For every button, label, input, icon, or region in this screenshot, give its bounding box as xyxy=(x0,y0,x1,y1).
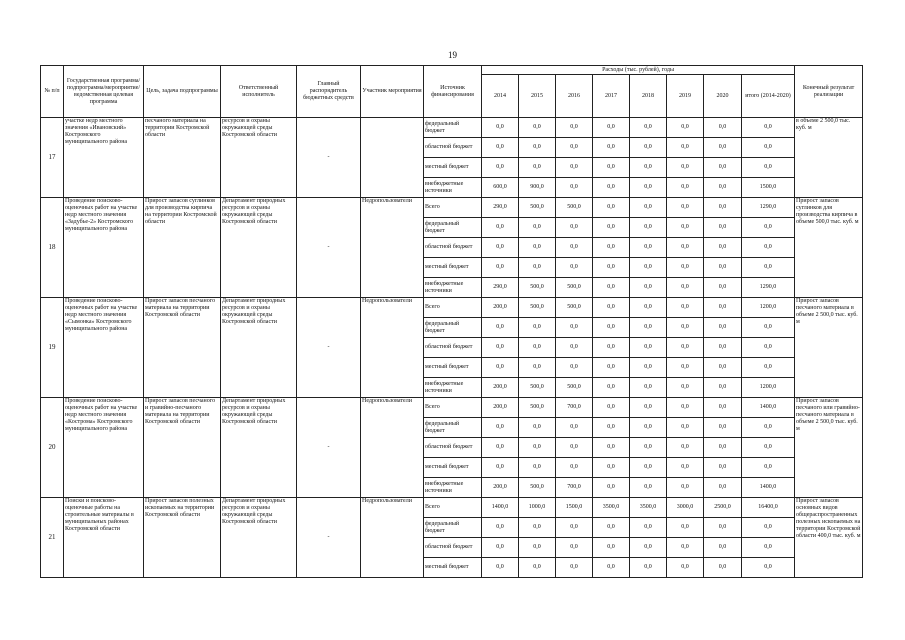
value-cell: 0,0 xyxy=(630,158,667,178)
table-row xyxy=(41,298,863,318)
source-cell: областной бюджет xyxy=(424,438,482,458)
value-cell: 0,0 xyxy=(667,318,704,338)
source-cell: Всего xyxy=(424,398,482,418)
value-cell: 0,0 xyxy=(667,538,704,558)
executor-cell: Департамент природных ресурсов и охраны окружающей среды Костромской области xyxy=(221,298,297,398)
value-cell: 0,0 xyxy=(667,238,704,258)
source-cell: местный бюджет xyxy=(424,458,482,478)
value-cell: 1500,0 xyxy=(556,498,593,518)
value-cell: 0,0 xyxy=(704,438,742,458)
value-cell: 0,0 xyxy=(482,358,519,378)
value-cell: 0,0 xyxy=(482,558,519,578)
value-cell: 0,0 xyxy=(593,318,630,338)
value-cell: 0,0 xyxy=(482,518,519,538)
value-cell: 0,0 xyxy=(593,338,630,358)
value-cell: 0,0 xyxy=(482,258,519,278)
value-cell: 0,0 xyxy=(630,278,667,298)
header-year: 2019 xyxy=(667,75,704,118)
value-cell: 0,0 xyxy=(667,338,704,358)
value-cell: 0,0 xyxy=(482,218,519,238)
value-cell: 0,0 xyxy=(556,418,593,438)
value-cell: 0,0 xyxy=(519,138,556,158)
goal-cell: Прирост запасов полезных ископаемых на территории Костромской области xyxy=(144,498,221,578)
value-cell: 0,0 xyxy=(482,138,519,158)
source-cell: местный бюджет xyxy=(424,258,482,278)
value-cell: 0,0 xyxy=(630,338,667,358)
total-cell: 0,0 xyxy=(742,238,795,258)
value-cell: 0,0 xyxy=(667,138,704,158)
total-cell: 0,0 xyxy=(742,318,795,338)
value-cell: 3500,0 xyxy=(593,498,630,518)
result-cell: Прирост запасов песчаного материала в объеме 2 500,0 тыс. куб. м xyxy=(795,298,863,398)
value-cell: 0,0 xyxy=(630,378,667,398)
value-cell: 0,0 xyxy=(556,118,593,138)
total-cell: 0,0 xyxy=(742,518,795,538)
value-cell: 0,0 xyxy=(556,178,593,198)
header-program: Государственная программа/подпрограмма/мероприятие/ведомственная целевая программа xyxy=(64,66,144,118)
value-cell: 0,0 xyxy=(593,518,630,538)
source-cell: федеральный бюджет xyxy=(424,518,482,538)
value-cell: 0,0 xyxy=(704,338,742,358)
manager-cell: - xyxy=(297,198,361,298)
value-cell: 0,0 xyxy=(519,458,556,478)
value-cell: 0,0 xyxy=(704,458,742,478)
participant-cell: Недропользователи xyxy=(361,498,424,578)
value-cell: 0,0 xyxy=(556,258,593,278)
source-cell: областной бюджет xyxy=(424,538,482,558)
value-cell: 0,0 xyxy=(704,538,742,558)
header-num: № п/п xyxy=(41,66,64,118)
source-cell: местный бюджет xyxy=(424,358,482,378)
total-cell: 0,0 xyxy=(742,338,795,358)
value-cell: 900,0 xyxy=(519,178,556,198)
value-cell: 0,0 xyxy=(630,458,667,478)
value-cell: 0,0 xyxy=(519,258,556,278)
value-cell: 0,0 xyxy=(519,358,556,378)
executor-cell: Департамент природных ресурсов и охраны окружающей среды Костромской области xyxy=(221,198,297,298)
source-cell: Всего xyxy=(424,298,482,318)
value-cell: 200,0 xyxy=(482,398,519,418)
source-cell: федеральный бюджет xyxy=(424,418,482,438)
value-cell: 1400,0 xyxy=(482,498,519,518)
value-cell: 0,0 xyxy=(556,558,593,578)
source-cell: внебюджетные источники xyxy=(424,478,482,498)
value-cell: 0,0 xyxy=(704,298,742,318)
value-cell: 0,0 xyxy=(704,378,742,398)
value-cell: 0,0 xyxy=(630,258,667,278)
value-cell: 0,0 xyxy=(482,418,519,438)
value-cell: 0,0 xyxy=(704,258,742,278)
source-cell: местный бюджет xyxy=(424,558,482,578)
value-cell: 0,0 xyxy=(593,158,630,178)
header-manager: Главный распорядитель бюджетных средств xyxy=(297,66,361,118)
table-header xyxy=(41,66,863,118)
source-cell: Всего xyxy=(424,198,482,218)
value-cell: 0,0 xyxy=(519,438,556,458)
value-cell: 500,0 xyxy=(519,198,556,218)
value-cell: 0,0 xyxy=(704,558,742,578)
value-cell: 0,0 xyxy=(667,178,704,198)
source-cell: Всего xyxy=(424,498,482,518)
total-cell: 0,0 xyxy=(742,218,795,238)
total-cell: 1200,0 xyxy=(742,378,795,398)
value-cell: 0,0 xyxy=(630,298,667,318)
source-cell: областной бюджет xyxy=(424,238,482,258)
value-cell: 0,0 xyxy=(556,218,593,238)
total-cell: 1400,0 xyxy=(742,398,795,418)
value-cell: 0,0 xyxy=(519,538,556,558)
participant-cell xyxy=(361,118,424,198)
value-cell: 0,0 xyxy=(519,218,556,238)
value-cell: 0,0 xyxy=(482,118,519,138)
value-cell: 0,0 xyxy=(593,238,630,258)
source-cell: федеральный бюджет xyxy=(424,318,482,338)
value-cell: 0,0 xyxy=(482,438,519,458)
total-cell: 0,0 xyxy=(742,138,795,158)
value-cell: 0,0 xyxy=(593,358,630,378)
value-cell: 0,0 xyxy=(667,118,704,138)
value-cell: 0,0 xyxy=(593,298,630,318)
value-cell: 0,0 xyxy=(704,278,742,298)
source-cell: федеральный бюджет xyxy=(424,218,482,238)
value-cell: 0,0 xyxy=(667,438,704,458)
result-cell: Прирост запасов песчаного или гравийно-песчаного материала в объеме 2 500,0 тыс. куб. м xyxy=(795,398,863,498)
value-cell: 0,0 xyxy=(667,458,704,478)
goal-cell: песчаного материала на территории Костромской области xyxy=(144,118,221,198)
value-cell: 3500,0 xyxy=(630,498,667,518)
value-cell: 0,0 xyxy=(482,238,519,258)
row-number: 18 xyxy=(41,198,64,298)
result-cell: Прирост запасов основных видов общераспространенных полезных ископаемых на территории Костромской области 400,0 тыс. куб. м xyxy=(795,498,863,578)
total-cell: 0,0 xyxy=(742,438,795,458)
value-cell: 0,0 xyxy=(667,278,704,298)
row-number: 19 xyxy=(41,298,64,398)
total-cell: 0,0 xyxy=(742,558,795,578)
value-cell: 500,0 xyxy=(519,278,556,298)
value-cell: 0,0 xyxy=(593,178,630,198)
value-cell: 0,0 xyxy=(519,418,556,438)
source-cell: внебюджетные источники xyxy=(424,178,482,198)
header-goal: Цель, задача подпрограммы xyxy=(144,66,221,118)
participant-cell: Недропользователи xyxy=(361,398,424,498)
goal-cell: Прирост запасов песчаного материала на территории Костромской области xyxy=(144,298,221,398)
value-cell: 0,0 xyxy=(630,478,667,498)
value-cell: 0,0 xyxy=(667,258,704,278)
value-cell: 0,0 xyxy=(556,538,593,558)
value-cell: 0,0 xyxy=(593,258,630,278)
value-cell: 0,0 xyxy=(667,478,704,498)
value-cell: 0,0 xyxy=(556,158,593,178)
value-cell: 0,0 xyxy=(630,538,667,558)
value-cell: 0,0 xyxy=(667,518,704,538)
value-cell: 0,0 xyxy=(630,438,667,458)
value-cell: 0,0 xyxy=(593,458,630,478)
value-cell: 0,0 xyxy=(704,118,742,138)
program-cell: участке недр местного значения «Ивановский» Костромского муниципального района xyxy=(64,118,144,198)
header-year-total: итого (2014-2020) xyxy=(742,75,795,118)
header-expenses: Расходы (тыс. рублей), годы xyxy=(482,66,795,75)
value-cell: 0,0 xyxy=(704,518,742,538)
value-cell: 500,0 xyxy=(519,298,556,318)
value-cell: 0,0 xyxy=(482,318,519,338)
participant-cell: Недропользователи xyxy=(361,298,424,398)
value-cell: 0,0 xyxy=(556,358,593,378)
value-cell: 0,0 xyxy=(556,458,593,478)
value-cell: 0,0 xyxy=(630,118,667,138)
value-cell: 0,0 xyxy=(482,458,519,478)
value-cell: 500,0 xyxy=(556,198,593,218)
manager-cell: - xyxy=(297,498,361,578)
value-cell: 0,0 xyxy=(704,398,742,418)
value-cell: 500,0 xyxy=(556,298,593,318)
expenses-table xyxy=(40,65,863,578)
value-cell: 500,0 xyxy=(556,278,593,298)
value-cell: 0,0 xyxy=(593,418,630,438)
value-cell: 700,0 xyxy=(556,398,593,418)
header-participant: Участник мероприятия xyxy=(361,66,424,118)
value-cell: 0,0 xyxy=(556,438,593,458)
value-cell: 0,0 xyxy=(630,138,667,158)
value-cell: 0,0 xyxy=(482,158,519,178)
value-cell: 0,0 xyxy=(704,318,742,338)
value-cell: 1000,0 xyxy=(519,498,556,518)
value-cell: 0,0 xyxy=(630,518,667,538)
total-cell: 0,0 xyxy=(742,258,795,278)
value-cell: 0,0 xyxy=(704,238,742,258)
row-number: 17 xyxy=(41,118,64,198)
program-cell: Проведение поисково-оценочных работ на участке недр местного значения «Кострома» Костромского муниципального района xyxy=(64,398,144,498)
table-row xyxy=(41,198,863,218)
value-cell: 0,0 xyxy=(667,218,704,238)
header-year: 2016 xyxy=(556,75,593,118)
value-cell: 500,0 xyxy=(519,378,556,398)
participant-cell: Недропользователи xyxy=(361,198,424,298)
program-cell: Проведение поисково-оценочных работ на участке недр местного значения «Сымонка» Костромского муниципального района xyxy=(64,298,144,398)
value-cell: 700,0 xyxy=(556,478,593,498)
value-cell: 0,0 xyxy=(593,138,630,158)
total-cell: 1400,0 xyxy=(742,478,795,498)
value-cell: 500,0 xyxy=(556,378,593,398)
value-cell: 0,0 xyxy=(704,158,742,178)
total-cell: 16400,0 xyxy=(742,498,795,518)
value-cell: 0,0 xyxy=(519,338,556,358)
value-cell: 0,0 xyxy=(519,518,556,538)
table-row xyxy=(41,498,863,518)
value-cell: 2500,0 xyxy=(704,498,742,518)
total-cell: 0,0 xyxy=(742,538,795,558)
value-cell: 0,0 xyxy=(593,538,630,558)
value-cell: 0,0 xyxy=(630,418,667,438)
value-cell: 3000,0 xyxy=(667,498,704,518)
manager-cell: - xyxy=(297,298,361,398)
value-cell: 0,0 xyxy=(593,198,630,218)
value-cell: 0,0 xyxy=(482,538,519,558)
value-cell: 0,0 xyxy=(667,378,704,398)
row-number: 20 xyxy=(41,398,64,498)
header-year: 2015 xyxy=(519,75,556,118)
total-cell: 1290,0 xyxy=(742,198,795,218)
manager-cell: - xyxy=(297,398,361,498)
total-cell: 0,0 xyxy=(742,458,795,478)
value-cell: 0,0 xyxy=(593,558,630,578)
value-cell: 0,0 xyxy=(593,218,630,238)
value-cell: 0,0 xyxy=(630,558,667,578)
value-cell: 0,0 xyxy=(667,198,704,218)
source-cell: внебюджетные источники xyxy=(424,378,482,398)
value-cell: 0,0 xyxy=(667,558,704,578)
value-cell: 0,0 xyxy=(630,398,667,418)
value-cell: 0,0 xyxy=(593,438,630,458)
header-year: 2018 xyxy=(630,75,667,118)
value-cell: 0,0 xyxy=(556,518,593,538)
value-cell: 600,0 xyxy=(482,178,519,198)
value-cell: 290,0 xyxy=(482,278,519,298)
value-cell: 0,0 xyxy=(519,158,556,178)
value-cell: 0,0 xyxy=(630,318,667,338)
value-cell: 0,0 xyxy=(704,478,742,498)
value-cell: 0,0 xyxy=(593,378,630,398)
program-cell: Проведение поисково-оценочных работ на участке недр местного значения «Задубье-2» Костромского муниципального района xyxy=(64,198,144,298)
value-cell: 0,0 xyxy=(519,238,556,258)
value-cell: 0,0 xyxy=(556,318,593,338)
value-cell: 0,0 xyxy=(519,118,556,138)
value-cell: 0,0 xyxy=(704,178,742,198)
value-cell: 0,0 xyxy=(704,418,742,438)
value-cell: 0,0 xyxy=(630,218,667,238)
total-cell: 1200,0 xyxy=(742,298,795,318)
goal-cell: Прирост запасов песчаного и гравийно-песчаного материала на территории Костромской области xyxy=(144,398,221,498)
source-cell: внебюджетные источники xyxy=(424,278,482,298)
table-body xyxy=(41,118,863,578)
source-cell: областной бюджет xyxy=(424,338,482,358)
source-cell: местный бюджет xyxy=(424,158,482,178)
goal-cell: Прирост запасов суглинков для производства кирпича на территории Костромской области xyxy=(144,198,221,298)
total-cell: 0,0 xyxy=(742,118,795,138)
header-year: 2017 xyxy=(593,75,630,118)
total-cell: 0,0 xyxy=(742,418,795,438)
value-cell: 0,0 xyxy=(630,178,667,198)
value-cell: 0,0 xyxy=(704,138,742,158)
source-cell: областной бюджет xyxy=(424,138,482,158)
manager-cell: - xyxy=(297,118,361,198)
value-cell: 0,0 xyxy=(556,238,593,258)
value-cell: 290,0 xyxy=(482,198,519,218)
page-number: 19 xyxy=(448,50,457,60)
value-cell: 0,0 xyxy=(593,278,630,298)
value-cell: 0,0 xyxy=(630,198,667,218)
value-cell: 0,0 xyxy=(667,158,704,178)
result-cell: Прирост запасов суглинков для производства кирпича в объеме 500,0 тыс. куб. м xyxy=(795,198,863,298)
value-cell: 0,0 xyxy=(519,318,556,338)
value-cell: 200,0 xyxy=(482,378,519,398)
total-cell: 0,0 xyxy=(742,158,795,178)
value-cell: 500,0 xyxy=(519,398,556,418)
value-cell: 0,0 xyxy=(482,338,519,358)
value-cell: 0,0 xyxy=(667,398,704,418)
value-cell: 0,0 xyxy=(556,338,593,358)
value-cell: 0,0 xyxy=(704,358,742,378)
total-cell: 0,0 xyxy=(742,358,795,378)
table-row xyxy=(41,398,863,418)
value-cell: 0,0 xyxy=(593,118,630,138)
total-cell: 1500,0 xyxy=(742,178,795,198)
value-cell: 200,0 xyxy=(482,298,519,318)
value-cell: 0,0 xyxy=(556,138,593,158)
header-year: 2020 xyxy=(704,75,742,118)
value-cell: 500,0 xyxy=(519,478,556,498)
executor-cell: ресурсов и охраны окружающей среды Костромской области xyxy=(221,118,297,198)
result-cell: в объеме 2 500,0 тыс. куб. м xyxy=(795,118,863,198)
program-cell: Поиски и поисково-оценочные работы на строительные материалы в муниципальных районах Костромской области xyxy=(64,498,144,578)
executor-cell: Департамент природных ресурсов и охраны окружающей среды Костромской области xyxy=(221,498,297,578)
value-cell: 0,0 xyxy=(667,358,704,378)
value-cell: 0,0 xyxy=(593,398,630,418)
value-cell: 0,0 xyxy=(630,238,667,258)
table-row xyxy=(41,118,863,138)
row-number: 21 xyxy=(41,498,64,578)
value-cell: 0,0 xyxy=(667,298,704,318)
executor-cell: Департамент природных ресурсов и охраны окружающей среды Костромской области xyxy=(221,398,297,498)
value-cell: 0,0 xyxy=(704,218,742,238)
header-year: 2014 xyxy=(482,75,519,118)
value-cell: 0,0 xyxy=(667,418,704,438)
header-source: Источник финансирования xyxy=(424,66,482,118)
total-cell: 1290,0 xyxy=(742,278,795,298)
value-cell: 0,0 xyxy=(593,478,630,498)
header-result: Конечный результат реализации xyxy=(795,66,863,118)
value-cell: 0,0 xyxy=(519,558,556,578)
source-cell: федеральный бюджет xyxy=(424,118,482,138)
header-executor: Ответственный исполнитель xyxy=(221,66,297,118)
value-cell: 0,0 xyxy=(630,358,667,378)
value-cell: 200,0 xyxy=(482,478,519,498)
value-cell: 0,0 xyxy=(704,198,742,218)
